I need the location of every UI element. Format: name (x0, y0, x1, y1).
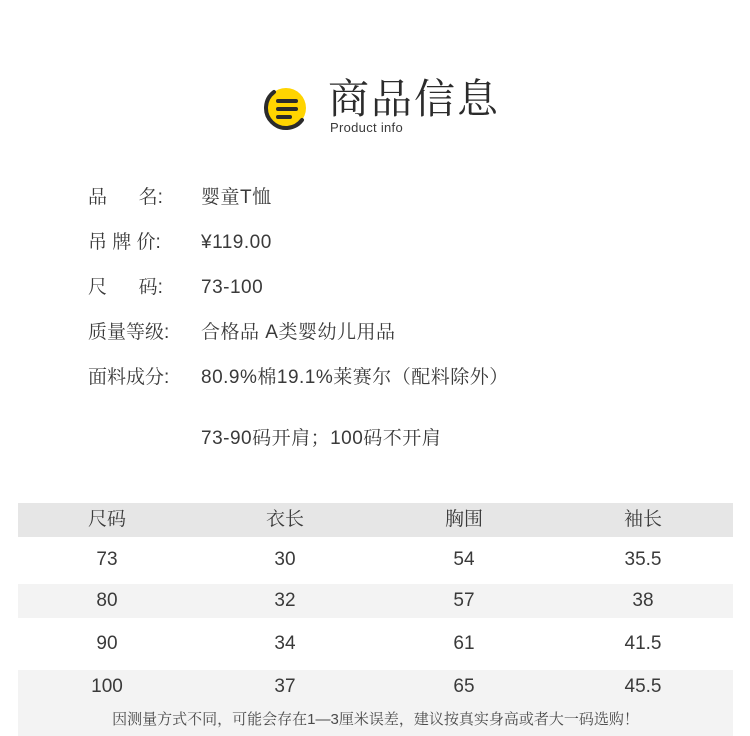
section-title: 商品信息 (328, 75, 500, 123)
table-cell: 35.5 (624, 549, 662, 570)
info-row-fabric (88, 363, 688, 393)
table-cell: 45.5 (624, 676, 662, 697)
table-cell: 38 (632, 590, 654, 611)
info-value: 合格品 A类婴幼儿用品 (201, 322, 396, 343)
info-row-size (88, 273, 688, 303)
table-cell: 65 (453, 676, 475, 697)
table-row (18, 670, 733, 704)
info-value: 80.9%棉19.1%莱赛尔（配料除外） (201, 367, 509, 388)
document-lines-icon (262, 82, 314, 132)
table-cell: 41.5 (624, 633, 662, 654)
table-header-cell: 胸围 (444, 509, 483, 530)
table-header-cell: 袖长 (623, 509, 662, 530)
table-cell: 57 (453, 590, 475, 611)
table-cell: 100 (91, 676, 123, 697)
info-value: 婴童T恤 (201, 187, 272, 208)
info-row-price (88, 228, 688, 258)
info-label: 质量等级: (88, 322, 170, 343)
table-cell: 73 (96, 549, 118, 570)
measurement-disclaimer: 因测量方式不同，可能会存在1—3厘米误差，建议按真实身高或者大一码选购！ (18, 703, 733, 736)
table-header-cell: 尺码 (87, 509, 126, 530)
shoulder-opening-note: 73-90码开肩；100码不开肩 (201, 428, 442, 449)
info-row-name (88, 183, 688, 213)
section-subtitle: Product info (330, 120, 403, 135)
table-cell: 61 (453, 633, 475, 654)
table-header-cell: 衣长 (265, 509, 304, 530)
table-cell: 30 (274, 549, 296, 570)
table-cell: 37 (274, 676, 296, 697)
table-cell: 54 (453, 549, 475, 570)
table-header-row (18, 503, 733, 537)
table-cell: 32 (274, 590, 296, 611)
table-cell: 34 (274, 633, 296, 654)
info-label: 吊 牌 价: (88, 232, 161, 253)
info-row-grade (88, 318, 688, 348)
info-value: ¥119.00 (201, 232, 272, 253)
table-row (18, 627, 733, 661)
section-header (262, 72, 522, 142)
info-label: 面料成分: (88, 367, 170, 388)
table-row (18, 584, 733, 618)
info-label: 品 名: (88, 187, 163, 208)
table-cell: 80 (96, 590, 118, 611)
info-value: 73-100 (201, 277, 264, 298)
table-cell: 90 (96, 633, 118, 654)
info-label: 尺 码: (88, 277, 163, 298)
table-row (18, 543, 733, 577)
